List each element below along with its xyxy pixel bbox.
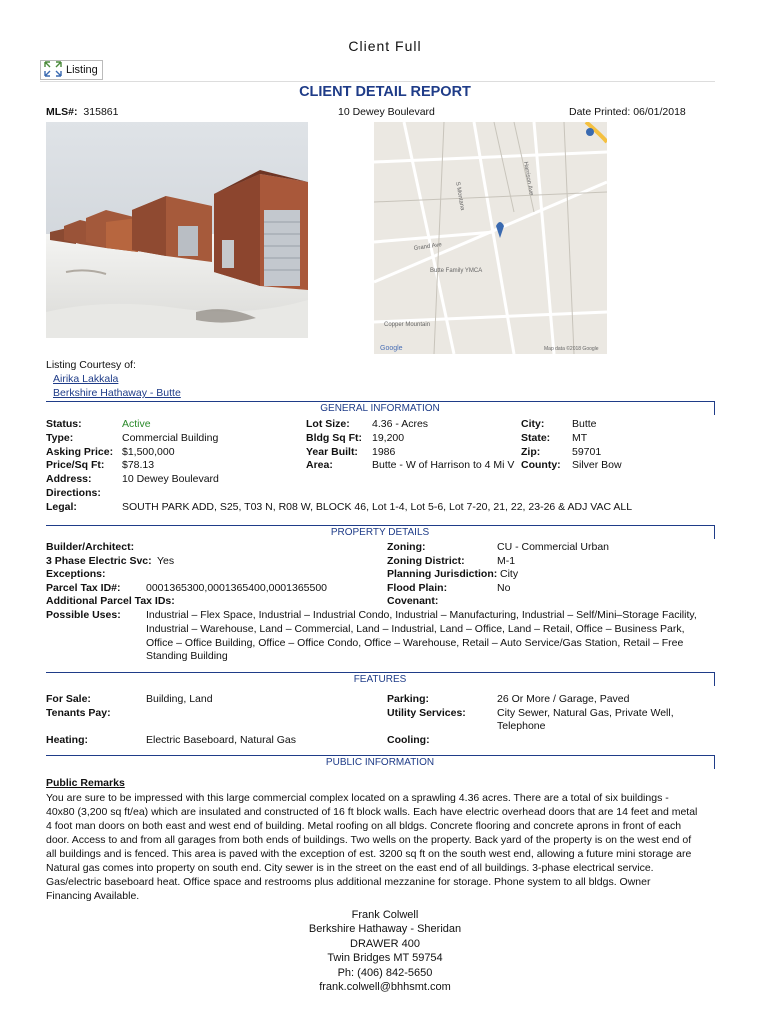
for-sale-value: Building, Land [146,693,213,705]
possible-uses-label: Possible Uses: [46,609,121,621]
directions-label: Directions: [46,487,101,499]
bldg-sqft-value: 19,200 [372,432,405,444]
zoning-district-value: M-1 [497,555,516,567]
contact-address-2: Twin Bridges MT 59754 [327,952,443,965]
price-sqft-label: Price/Sq Ft: [46,459,105,471]
city-label: City: [521,418,545,430]
status-value: Active [122,418,151,430]
features-header: FEATURES [46,672,715,686]
parcel-tax-value: 0001365300,0001365400,0001365500 [146,582,328,594]
bldg-sqft-label: Bldg Sq Ft: [306,432,362,444]
remarks-line: all buildings and is fenced. This area is paved with the exception of est. 3200 sq ft on the south west end, allowing a future mini storage are [46,848,692,860]
builder-label: Builder/Architect: [46,541,135,553]
mls-label: MLS#: [46,106,78,118]
map-label: S Montana [454,181,465,211]
legal-label: Legal: [46,501,77,513]
contact-address-1: DRAWER 400 [350,937,420,950]
address-label: Address: [46,473,92,485]
date-printed: Date Printed: 06/01/2018 [569,106,686,118]
county-label: County: [521,459,561,471]
covenant-label: Covenant: [387,595,439,607]
contact-email[interactable]: frank.colwell@bhhsmt.com [319,981,451,994]
planning-jurisdiction-value: City [500,568,519,580]
cooling-label: Cooling: [387,734,430,746]
remarks-line: Natural gas comes into property on south end. City sewer is in the street on the east end of all buildings. 3-phase electrical service. [46,862,654,874]
flood-plain-label: Flood Plain: [387,582,448,594]
map-label: Harrison Ave [522,161,534,197]
zoning-value: CU - Commercial Urban [497,541,610,553]
map-label: Butte Family YMCA [430,268,483,274]
state-label: State: [521,432,551,444]
three-phase-value: Yes [157,555,175,567]
parking-value: 26 Or More / Garage, Paved [497,693,630,705]
three-phase-label: 3 Phase Electric Svc: [46,555,152,567]
state-value: MT [572,432,588,444]
legal-value: SOUTH PARK ADD, S25, T03 N, R08 W, BLOCK 46, Lot 1-4, Lot 5-6, Lot 7-20, 21, 22, 23-26 & ADJ VAC ALL [122,501,633,513]
planning-jurisdiction-label: Planning Jurisdiction: [387,568,498,580]
utility-services-label: Utility Services: [387,707,466,719]
remarks-line: 4 foot man doors on both east and west end of building. Metal roofing on all bldgs. Concrete flooring and concrete aprons in front of each [46,820,682,832]
type-value: Commercial Building [122,432,219,444]
agent-link[interactable]: Airika Lakkala [53,373,119,385]
public-remarks-label: Public Remarks [46,777,125,789]
tenants-pay-label: Tenants Pay: [46,707,111,719]
status-label: Status: [46,418,82,430]
mls-number [46,106,118,118]
asking-price-value: $1,500,000 [122,446,175,458]
general-information-header: GENERAL INFORMATION [46,401,715,415]
area-label: Area: [306,459,333,471]
exceptions-label: Exceptions: [46,568,106,580]
flood-plain-value: No [497,582,511,594]
document-title: Client Full [348,38,422,54]
heating-label: Heating: [46,734,88,746]
public-remarks-text [46,791,718,903]
agent-contact-block [0,908,770,994]
price-sqft-value: $78.13 [122,459,155,471]
additional-parcel-label: Additional Parcel Tax IDs: [46,595,175,607]
map-label: Grand Ave [413,242,443,252]
listing-address: 10 Dewey Boulevard [338,106,435,118]
utility-services-value: City Sewer, Natural Gas, Private Well, [497,707,674,719]
map-copyright: Map data ©2018 Google [544,346,599,352]
type-label: Type: [46,432,74,444]
remarks-line: Gas/electric baseboard heat. Office space and restrooms plus additional mezzanine for storage. Phone system to all bldgs. Owner [46,876,651,888]
remarks-line: 40x80 (3,200 sq ft/ea) which are insulated and constructed of 16 ft block walls. Each have electric overhead doors that are 14 feet and metal [46,806,698,818]
year-built-label: Year Built: [306,446,358,458]
zoning-district-label: Zoning District: [387,555,465,567]
contact-office: Berkshire Hathaway - Sheridan [308,923,462,936]
listing-tab[interactable] [40,60,103,80]
report-title: CLIENT DETAIL REPORT [299,84,471,100]
property-photo [46,122,308,338]
lot-size-label: Lot Size: [306,418,350,430]
office-link[interactable]: Berkshire Hathaway - Butte [53,387,181,399]
parcel-tax-label: Parcel Tax ID#: [46,582,121,594]
remarks-line: You are sure to be impressed with this large commercial complex located on a sprawling 4.36 acres. There are a total of six buildings - [46,792,669,804]
property-details-header: PROPERTY DETAILS [46,525,715,539]
tab-divider [40,81,715,82]
possible-uses-value [146,609,718,664]
parking-label: Parking: [387,693,430,705]
public-information-header: PUBLIC INFORMATION [46,755,715,769]
city-value: Butte [572,418,597,430]
remarks-line: door. Access to and from all garages from both ends of buildings. Two wells on the property. Back yard of the property is on the west end of [46,834,692,846]
expand-icon [44,61,62,80]
contact-phone: Ph: (406) 842-5650 [337,966,433,979]
possible-uses-line: Industrial – Flex Space, Industrial – Industrial Condo, Industrial – Manufacturing, Industrial – Self/Mini–Storage Facility, [146,609,697,621]
map-label: Copper Mountain [384,322,431,328]
lot-size-value: 4.36 - Acres [372,418,429,430]
courtesy-label: Listing Courtesy of: [46,359,136,371]
for-sale-label: For Sale: [46,693,91,705]
heating-value: Electric Baseboard, Natural Gas [146,734,296,746]
zoning-label: Zoning: [387,541,426,553]
remarks-line: Financing Available. [46,890,140,902]
county-value: Silver Bow [572,459,622,471]
asking-price-label: Asking Price: [46,446,114,458]
mls-value: 315861 [83,106,119,118]
possible-uses-line: Industrial – Warehouse, Land – Commercial, Land – Industrial, Land – Office, Land – Retail, Office – Business Park, [146,622,685,635]
year-built-value: 1986 [372,446,396,458]
area-value: Butte - W of Harrison to 4 Mi V [372,459,515,471]
google-logo: Google [380,345,403,352]
contact-name: Frank Colwell [351,909,419,921]
zip-label: Zip: [521,446,541,458]
zip-value: 59701 [572,446,602,458]
location-map[interactable] [374,122,607,354]
possible-uses-line: Standing Building [146,650,228,663]
address-value: 10 Dewey Boulevard [122,473,219,485]
utility-services-value-2: Telephone [497,720,546,732]
listing-tab-label: Listing [66,64,98,76]
possible-uses-line: Office – Office Building, Office – Office Condo, Office – Warehouse, Retail – Auto Service/Gas Station, Retail – Free [146,636,684,649]
